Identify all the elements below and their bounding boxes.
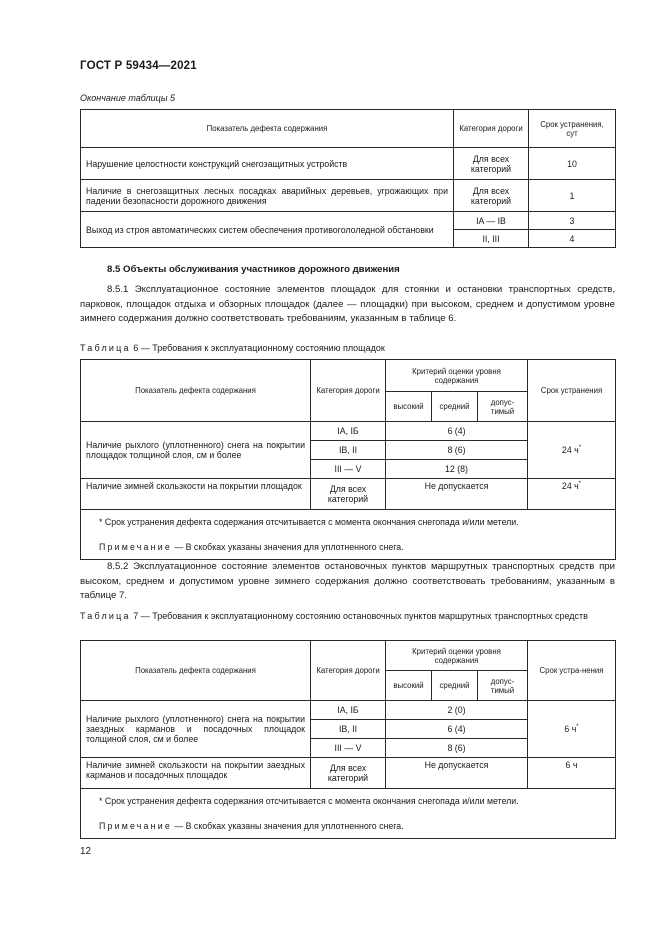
term-cell: 3: [529, 212, 616, 230]
note-text: — В скобках указаны значения для уплотненного снега.: [171, 820, 404, 831]
term-cell: 10: [529, 148, 616, 180]
note-text: — В скобках указаны значения для уплотненного снега.: [171, 541, 404, 552]
table6-caption-text: 6 — Требования к эксплуатационному состоянию площадок: [133, 343, 385, 353]
term-cell: 1: [529, 180, 616, 212]
table-row: [81, 701, 616, 720]
table6-header-high: высокий: [386, 392, 432, 422]
term-value: 24 ч: [561, 481, 579, 491]
term-cell: 6 ч: [528, 758, 616, 789]
defect-cell: Выход из строя автоматических систем обеспечения противогололедной обстановки: [81, 212, 454, 248]
table7-header-defect: Показатель дефекта содержания: [81, 641, 311, 701]
defect-cell: Наличие зимней скользкости на покрытии площадок: [81, 479, 311, 510]
table7-header-term: Срок устра-нения: [528, 641, 616, 701]
category-cell: IA, IБ: [311, 701, 386, 720]
defect-cell: Наличие зимней скользкости на покрытии заездных карманов и посадочных площадок: [81, 758, 311, 789]
category-cell: Для всех категорий: [454, 180, 529, 212]
table6-header-mid: средний: [432, 392, 478, 422]
footnote-mark: *: [576, 724, 579, 731]
term-cell: [528, 701, 616, 758]
table7-note: [81, 814, 616, 839]
note-label: Примечание: [99, 541, 172, 552]
table7-header-criterion: Критерий оценки уровня содержания: [386, 641, 528, 671]
category-cell: IB, II: [311, 720, 386, 739]
table-row: [81, 758, 616, 789]
paragraph-8-5-2: 8.5.2 Эксплуатационное состояние элементов остановочных пунктов маршрутных транспортных средств при высоком, среднем и допустимом уровне зимнего содержания должно соответствовать требованиям, указанным в таблице 7.: [80, 561, 615, 601]
table-row: [81, 148, 616, 180]
table7-caption-text: 7 — Требования к эксплуатационному состоянию остановочных пунктов маршрутных транспортных средств: [133, 611, 588, 621]
table7-header-allow: допус-тимый: [478, 671, 528, 701]
category-cell: Для всех категорий: [454, 148, 529, 180]
footnote-mark: *: [578, 445, 582, 452]
table7: [80, 640, 616, 839]
category-cell: Для всех категорий: [311, 479, 386, 510]
table-row: [81, 180, 616, 212]
category-cell: Для всех категорий: [311, 758, 386, 789]
value-cell: 8 (6): [386, 739, 528, 758]
table5: [80, 109, 616, 248]
table7-footnote: * Срок устранения дефекта содержания отсчитывается с момента окончания снегопада и/или метели.: [81, 789, 616, 814]
standard-header: ГОСТ Р 59434—2021: [80, 60, 197, 72]
defect-cell: Наличие рыхлого (уплотненного) снега на покрытии заездных карманов и посадочных площадок толщиной слоя, см и более: [81, 701, 311, 758]
defect-cell: Нарушение целостности конструкций снегозащитных устройств: [81, 148, 454, 180]
table5-header-term: Срок устранения, сут: [529, 110, 616, 148]
table6-note: [81, 535, 616, 560]
table6-caption-word: Таблица: [80, 343, 131, 353]
category-cell: III — V: [311, 460, 386, 479]
table-row: [81, 212, 616, 230]
page-number: 12: [80, 846, 92, 857]
table5-header-defect: Показатель дефекта содержания: [81, 110, 454, 148]
defect-cell: Наличие в снегозащитных лесных посадках аварийных деревьев, угрожающих при падении безопасности дорожного движения: [81, 180, 454, 212]
paragraph-8-5-1: 8.5.1 Эксплуатационное состояние элементов площадок для стоянки и остановки транспортных средств, парковок, площадок отдыха и обзорных площадок (далее — площадки) при высоком, среднем и допустимом уровне зимнего содержания должно соответствовать требованиям, указанным в таблице 6.: [80, 284, 615, 324]
term-cell: [528, 479, 616, 510]
value-cell: 12 (8): [386, 460, 528, 479]
table7-header-high: высокий: [386, 671, 432, 701]
value-cell: 6 (4): [386, 720, 528, 739]
table-row: [81, 479, 616, 510]
table7-caption: [80, 610, 615, 623]
table6-header-category: Категория дороги: [311, 360, 386, 422]
table6-header-term: Срок устранения: [528, 360, 616, 422]
table6-footnote: * Срок устранения дефекта содержания отсчитывается с момента окончания снегопада и/или метели.: [81, 510, 616, 535]
table7-header-category: Категория дороги: [311, 641, 386, 701]
value-cell: 8 (6): [386, 441, 528, 460]
table5-caption: Окончание таблицы 5: [80, 93, 175, 103]
table6: [80, 359, 616, 560]
table5-header-category: Категория дороги: [454, 110, 529, 148]
table6-caption: [80, 343, 385, 353]
term-value: 6 ч: [564, 724, 577, 734]
table-row: [81, 422, 616, 441]
category-cell: IB, II: [311, 441, 386, 460]
section-title: 8.5 Объекты обслуживания участников дорожного движения: [107, 264, 400, 275]
footnote-mark: *: [578, 481, 582, 488]
table6-header-allow: допус-тимый: [478, 392, 528, 422]
term-cell: [528, 422, 616, 479]
value-cell: Не допускается: [386, 758, 528, 789]
category-cell: III — V: [311, 739, 386, 758]
value-cell: Не допускается: [386, 479, 528, 510]
table6-header-criterion: Критерий оценки уровня содержания: [386, 360, 528, 392]
category-cell: IA, IБ: [311, 422, 386, 441]
value-cell: 6 (4): [386, 422, 528, 441]
table6-header-defect: Показатель дефекта содержания: [81, 360, 311, 422]
note-label: Примечание: [99, 820, 172, 831]
table7-caption-word: Таблица: [80, 611, 131, 621]
category-cell: IA — IB: [454, 212, 529, 230]
value-cell: 2 (0): [386, 701, 528, 720]
term-cell: 4: [529, 230, 616, 248]
category-cell: II, III: [454, 230, 529, 248]
table7-header-mid: средний: [432, 671, 478, 701]
term-value: 24 ч: [561, 445, 579, 455]
defect-cell: Наличие рыхлого (уплотненного) снега на покрытии площадок толщиной слоя, см и более: [81, 422, 311, 479]
